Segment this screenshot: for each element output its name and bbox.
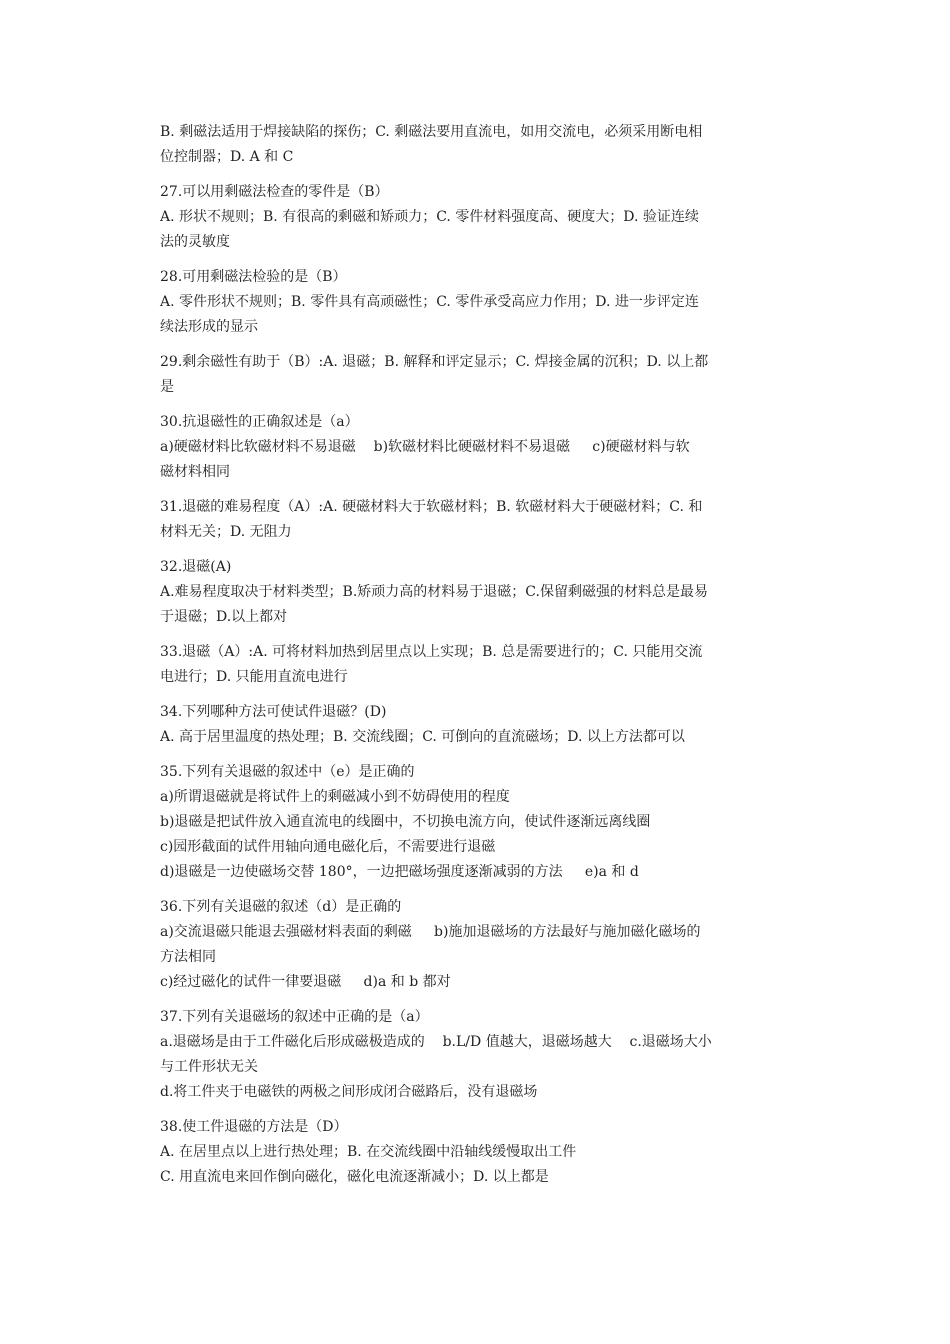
text-line: 磁材料相同: [160, 464, 230, 480]
text-line: 是: [160, 379, 174, 395]
question-block: [160, 1115, 796, 1190]
text-line: 于退磁；D.以上都对: [160, 609, 288, 625]
text-line: 30.抗退磁性的正确叙述是（a）: [160, 414, 359, 430]
text-line: a)硬磁材料比软磁材料不易退磁 b)软磁材料比硬磁材料不易退磁 c)硬磁材料与软: [160, 439, 690, 455]
text-line: d)退磁是一边使磁场交替 180°，一边把磁场强度逐渐减弱的方法 e)a 和 d: [160, 864, 639, 880]
text-line: 35.下列有关退磁的叙述中（e）是正确的: [160, 764, 415, 780]
text-line: A.难易程度取决于材料类型；B.矫顽力高的材料易于退磁；C.保留剩磁强的材料总是最易: [160, 584, 708, 600]
text-line: 位控制器；D. A 和 C: [160, 149, 294, 165]
text-line: A. 零件形状不规则；B. 零件具有高顽磁性；C. 零件承受高应力作用；D. 进一步评定连: [160, 294, 699, 310]
text-line: 材料无关；D. 无阻力: [160, 524, 292, 540]
question-block: [160, 410, 796, 485]
text-line: B. 剩磁法适用于焊接缺陷的探伤；C. 剩磁法要用直流电，如用交流电，必须采用断电相: [160, 124, 703, 140]
text-line: 29.剩余磁性有助于（B）:A. 退磁；B. 解释和评定显示；C. 焊接金属的沉积；D. 以上都: [160, 354, 709, 370]
text-line: 36.下列有关退磁的叙述（d）是正确的: [160, 899, 402, 915]
text-line: A. 在居里点以上进行热处理；B. 在交流线圈中沿轴线缓慢取出工件: [160, 1144, 577, 1160]
text-line: C. 用直流电来回作倒向磁化，磁化电流逐渐减小；D. 以上都是: [160, 1169, 549, 1185]
question-block: [160, 495, 796, 545]
text-line: 续法形成的显示: [160, 319, 258, 335]
document-page: [160, 120, 796, 1200]
question-block: [160, 555, 796, 630]
text-line: 方法相同: [160, 949, 216, 965]
question-block: [160, 895, 796, 995]
text-line: 32.退磁(A): [160, 559, 232, 575]
text-line: 31.退磁的难易程度（A）:A. 硬磁材料大于软磁材料；B. 软磁材料大于硬磁材料；C. 和: [160, 499, 703, 515]
text-line: 27.可以用剩磁法检查的零件是（B）: [160, 184, 389, 200]
text-line: 34.下列哪种方法可使试件退磁？(D): [160, 704, 387, 720]
question-block: [160, 180, 796, 255]
text-line: 28.可用剩磁法检验的是（B）: [160, 269, 347, 285]
question-block: [160, 120, 796, 170]
text-line: 电进行；D. 只能用直流电进行: [160, 669, 348, 685]
text-line: 法的灵敏度: [160, 234, 230, 250]
text-line: A. 形状不规则；B. 有很高的剩磁和矫顽力；C. 零件材料强度高、硬度大；D. 验证连续: [160, 209, 699, 225]
text-line: 与工件形状无关: [160, 1059, 258, 1075]
question-block: [160, 760, 796, 885]
text-line: a)所谓退磁就是将试件上的剩磁减小到不妨碍使用的程度: [160, 789, 510, 805]
question-block: [160, 1005, 796, 1105]
question-block: [160, 265, 796, 340]
text-line: d.将工件夹于电磁铁的两极之间形成闭合磁路后，没有退磁场: [160, 1084, 538, 1100]
text-line: c)园形截面的试件用轴向通电磁化后，不需要进行退磁: [160, 839, 496, 855]
text-line: A. 高于居里温度的热处理；B. 交流线圈；C. 可倒向的直流磁场；D. 以上方法都可以: [160, 729, 685, 745]
text-line: a)交流退磁只能退去强磁材料表面的剩磁 b)施加退磁场的方法最好与施加磁化磁场的: [160, 924, 701, 940]
text-line: a.退磁场是由于工件磁化后形成磁极造成的 b.L/D 值越大，退磁场越大 c.退磁场大小: [160, 1034, 712, 1050]
text-line: b)退磁是把试件放入通直流电的线圈中，不切换电流方向，使试件逐渐远离线圈: [160, 814, 651, 830]
question-block: [160, 700, 796, 750]
text-line: 37.下列有关退磁场的叙述中正确的是（a）: [160, 1009, 429, 1025]
question-block: [160, 640, 796, 690]
text-line: 38.使工件退磁的方法是（D）: [160, 1119, 348, 1135]
text-line: 33.退磁（A）:A. 可将材料加热到居里点以上实现；B. 总是需要进行的；C. 只能用交流: [160, 644, 703, 660]
question-block: [160, 350, 796, 400]
text-line: c)经过磁化的试件一律要退磁 d)a 和 b 都对: [160, 974, 451, 990]
